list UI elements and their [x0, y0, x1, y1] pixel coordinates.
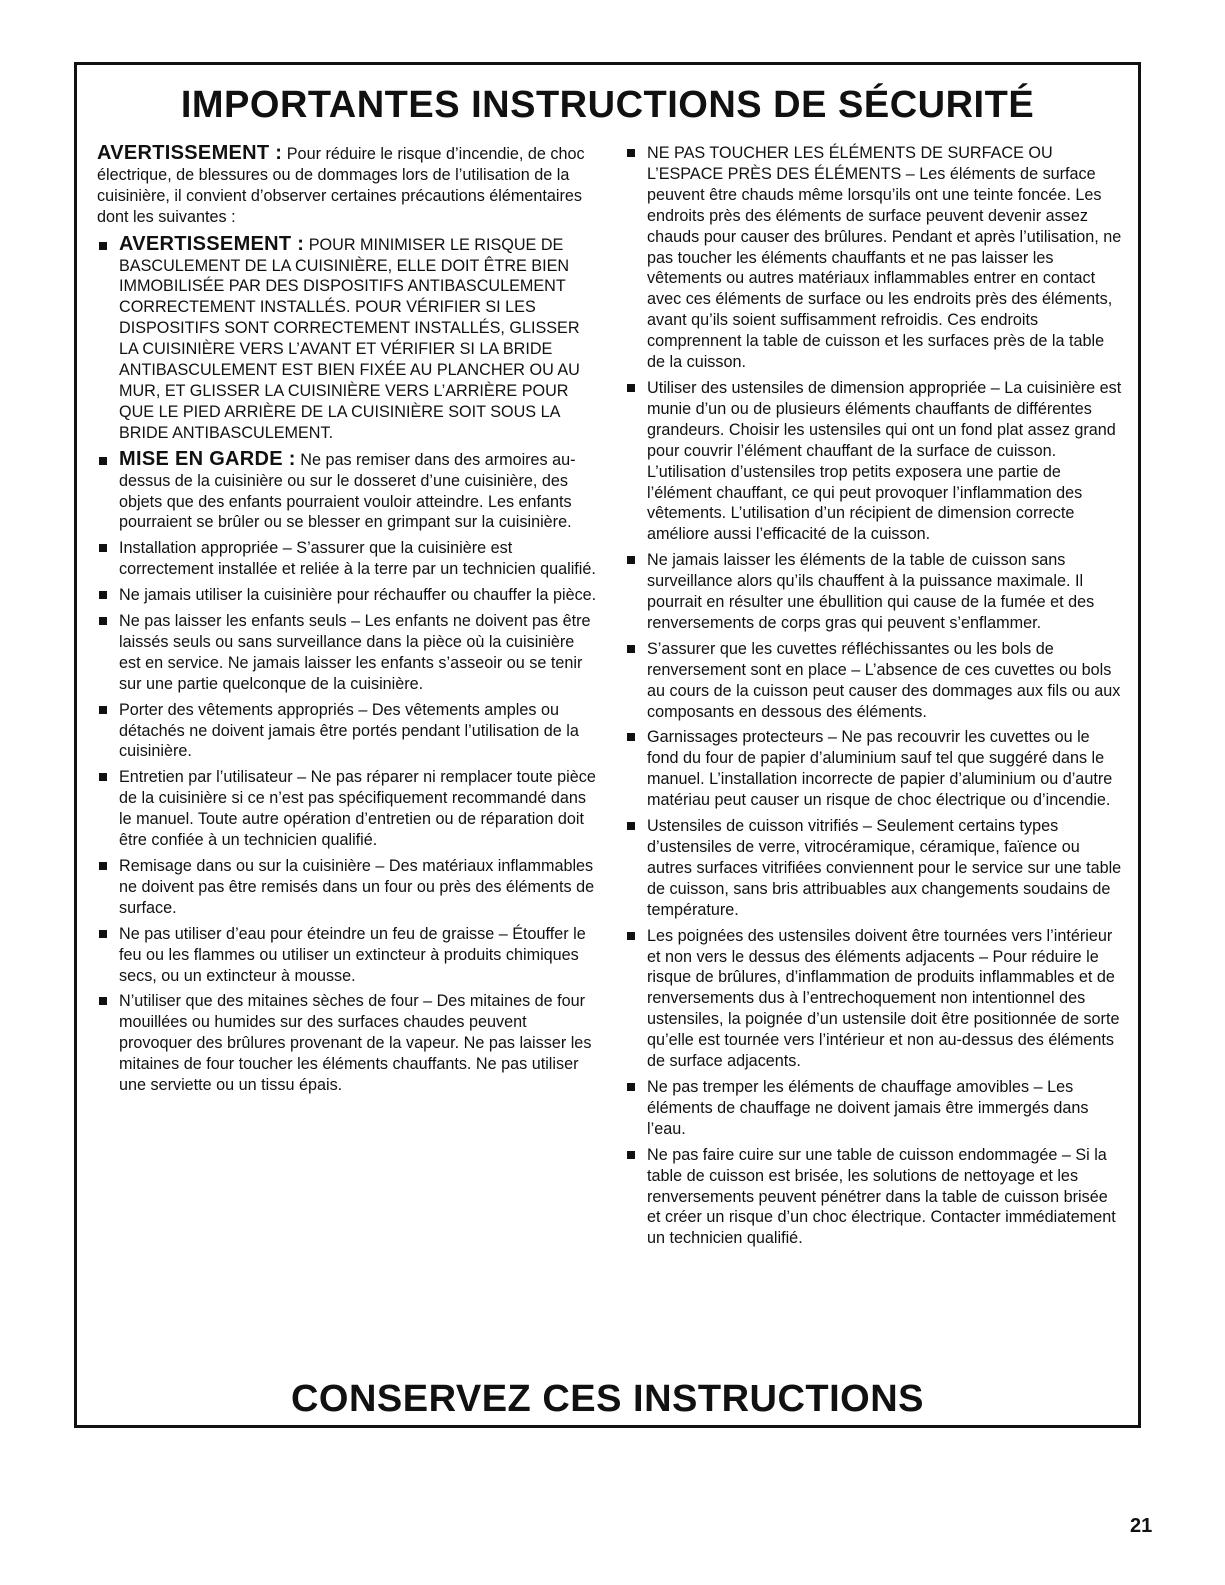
list-item — [625, 378, 1125, 545]
list-item — [97, 991, 597, 1096]
list-item — [97, 611, 597, 695]
item-lead: MISE EN GARDE : — [119, 447, 296, 470]
left-column — [97, 143, 597, 1101]
square-bullet-icon — [627, 384, 635, 392]
item-text: Ne pas laisser les enfants seuls – Les enfants ne doivent pas être laissés seuls ou sans surveillance dans la pièce où la cuisinière est en service. Ne jamais laisser les enfants s’asseoir ou se tenir sur une partie quelconque de la cuisinière. — [119, 612, 591, 693]
square-bullet-icon — [99, 930, 107, 938]
list-item — [97, 767, 597, 851]
page-number: 21 — [1130, 1515, 1153, 1537]
item-text: Garnissages protecteurs – Ne pas recouvrir les cuvettes ou le fond du four de papier d’aluminium sauf tel que suggéré dans le manuel. L’installation incorrecte de papier d’aluminium ou d’autre matériau peut causer un risque de choc électrique ou d’incendie. — [647, 728, 1113, 810]
square-bullet-icon — [627, 932, 635, 940]
intro-paragraph — [97, 143, 597, 228]
square-bullet-icon — [627, 822, 635, 830]
item-text: POUR MINIMISER LE RISQUE DE BASCULEMENT DE LA CUISINIÈRE, ELLE DOIT ÊTRE BIEN IMMOBILISÉE PAR DES DISPOSITIFS ANTIBASCULEMENT CORRECTEMENT INSTALLÉS. POUR VÉRIFIER SI LES DISPOSITIFS SONT CORRECTEMENT INSTALLÉS, GLISSER LA CUISINIÈRE VERS L’AVANT ET VÉRIFIER SI LA BRIDE ANTIBASCULEMENT EST BIEN FIXÉE AU PLANCHER OU AU MUR, ET GLISSER LA CUISINIÈRE VERS L’ARRIÈRE POUR QUE LE PIED ARRIÈRE DE LA CUISINIÈRE SOIT SOUS LA BRIDE ANTIBASCULEMENT. — [119, 235, 580, 442]
right-column — [625, 143, 1125, 1254]
square-bullet-icon — [99, 242, 107, 250]
list-item — [625, 143, 1125, 373]
list-item — [97, 924, 597, 987]
square-bullet-icon — [99, 706, 107, 714]
list-item — [97, 538, 597, 580]
item-text: Ustensiles de cuisson vitrifiés – Seulement certains types d’ustensiles de verre, vitrocéramique, céramique, faïence ou autres surfaces vitrifiées conviennent pour le service sur une table de cuisson, sans bris attribuables aux changements soudains de température. — [647, 817, 1122, 919]
list-item — [97, 449, 597, 534]
footer-title: CONSERVEZ CES INSTRUCTIONS — [290, 1378, 925, 1420]
square-bullet-icon — [99, 617, 107, 625]
item-text: Installation appropriée – S’assurer que la cuisinière est correctement installée et reliée à la terre par un technicien qualifié. — [119, 539, 596, 579]
list-item — [625, 816, 1125, 921]
list-item — [97, 234, 597, 444]
item-text: Entretien par l’utilisateur – Ne pas réparer ni remplacer toute pièce de la cuisinière si ce n’est pas spécifiquement recommandé dans le manuel. Toute autre opération d’entretien ou de réparation doit être confiée à un technicien qualifié. — [119, 768, 596, 850]
item-text: NE PAS TOUCHER LES ÉLÉMENTS DE SURFACE OU L’ESPACE PRÈS DES ÉLÉMENTS – Les éléments de surface peuvent être chauds même lorsqu’ils ont une teinte foncée. Les endroits près des éléments de surface peuvent devenir assez chauds pour causer des brûlures. Pendant et après l’utilisation, ne pas toucher les éléments chauffants et ne pas laisser les vêtements ou autres matériaux inflammables entrer en contact avec ces éléments de surface ou les endroits près des éléments, avant qu’ils soient suffisamment refroidis. Ces endroits comprennent la table de cuisson et les surfaces près de la table de la cuisson. — [647, 144, 1122, 372]
safety-instructions-box — [74, 62, 1141, 1428]
intro-lead: AVERTISSEMENT : — [97, 142, 283, 164]
square-bullet-icon — [627, 556, 635, 564]
item-text: Ne pas tremper les éléments de chauffage amovibles – Les éléments de chauffage ne doivent jamais être immergés dans l’eau. — [647, 1077, 1089, 1138]
item-text: Ne pas remiser dans des armoires au-dessus de la cuisinière ou sur le dosseret d’une cuisinière, des objets que des enfants pourraient vouloir atteindre. Les enfants pourraient se brûler ou se blesser en grimpant sur la cuisinière. — [119, 450, 576, 532]
item-text: Ne pas faire cuire sur une table de cuisson endommagée – Si la table de cuisson est brisée, les solutions de nettoyage et les renversements peuvent pénétrer dans la table de cuisson brisée et créer un risque d’un choc électrique. Contacter immédiatement un technicien qualifié. — [647, 1145, 1116, 1248]
square-bullet-icon — [627, 645, 635, 653]
square-bullet-icon — [99, 544, 107, 552]
item-text: N’utiliser que des mitaines sèches de four – Des mitaines de four mouillées ou humides sur des surfaces chaudes peuvent provoquer des brûlures provenant de la vapeur. Ne pas laisser les mitaines de four toucher les éléments chauffants. Ne pas utiliser une serviette ou un tissu épais. — [119, 992, 592, 1095]
list-item — [625, 1077, 1125, 1140]
list-item — [97, 856, 597, 919]
square-bullet-icon — [99, 773, 107, 781]
item-text: Ne jamais utiliser la cuisinière pour réchauffer ou chauffer la pièce. — [119, 586, 597, 605]
item-text: Utiliser des ustensiles de dimension appropriée – La cuisinière est munie d’un ou de plusieurs éléments chauffants de différentes grandeurs. Choisir les ustensiles qui ont un fond plat assez grand pour couvrir l’élément chauffant de la surface de cuisson. L’utilisation d’ustensiles trop petits exposera une partie de l’élément chauffant, ce qui peut provoquer l’inflammation des vêtements. L’utilisation d’un récipient de dimension correcte améliore aussi l’efficacité de la cuisson. — [647, 378, 1122, 544]
list-item — [625, 727, 1125, 811]
page-title: IMPORTANTES INSTRUCTIONS DE SÉCURITÉ — [180, 84, 1035, 126]
list-item — [97, 700, 597, 763]
square-bullet-icon — [627, 1083, 635, 1091]
item-text: S’assurer que les cuvettes réfléchissantes ou les bols de renversement sont en place – L’absence de ces cuvettes ou bols au cours de la cuisson peut causer des dommages aux fils ou aux composants en dessous des éléments. — [647, 639, 1121, 721]
item-text: Ne pas utiliser d’eau pour éteindre un feu de graisse – Étouffer le feu ou les flammes ou utiliser un extincteur à produits chimiques secs, ou un extincteur à mousse. — [119, 924, 586, 985]
square-bullet-icon — [99, 457, 107, 465]
list-item — [625, 1145, 1125, 1250]
square-bullet-icon — [99, 997, 107, 1005]
list-item — [625, 550, 1125, 634]
intro-text: Pour réduire le risque d’incendie, de choc électrique, de blessures ou de dommages lors de l’utilisation de la cuisinière, il convient d’observer certaines précautions élémentaires dont les suivantes : — [97, 145, 585, 226]
item-text: Remisage dans ou sur la cuisinière – Des matériaux inflammables ne doivent pas être remisés dans un four ou près des éléments de surface. — [119, 857, 595, 917]
item-lead: AVERTISSEMENT : — [119, 232, 305, 255]
square-bullet-icon — [99, 862, 107, 870]
square-bullet-icon — [627, 149, 635, 157]
list-item — [97, 585, 597, 606]
list-item — [625, 639, 1125, 723]
item-text: Ne jamais laisser les éléments de la table de cuisson sans surveillance alors qu’ils chauffent à la puissance maximale. Il pourrait en résulter une ébullition qui cause de la fumée et des renversements de corps gras qui peuvent s’enflammer. — [647, 551, 1095, 632]
item-text: Porter des vêtements appropriés – Des vêtements amples ou détachés ne doivent jamais être portés pendant l’utilisation de la cuisinière. — [119, 700, 579, 761]
square-bullet-icon — [627, 1151, 635, 1159]
square-bullet-icon — [627, 733, 635, 741]
list-item — [625, 926, 1125, 1072]
item-text: Les poignées des ustensiles doivent être tournées vers l’intérieur et non vers le dessus des éléments adjacents – Pour réduire le risque de brûlures, d’inflammation de produits inflammables et de renversements dus à l’entrechoquement non intentionnel des ustensiles, la poignée d’un ustensile doit être positionnée de sorte qu’elle est tournée vers l’intérieur et non au-dessus des éléments de surface adjacents. — [647, 926, 1120, 1071]
square-bullet-icon — [99, 591, 107, 599]
